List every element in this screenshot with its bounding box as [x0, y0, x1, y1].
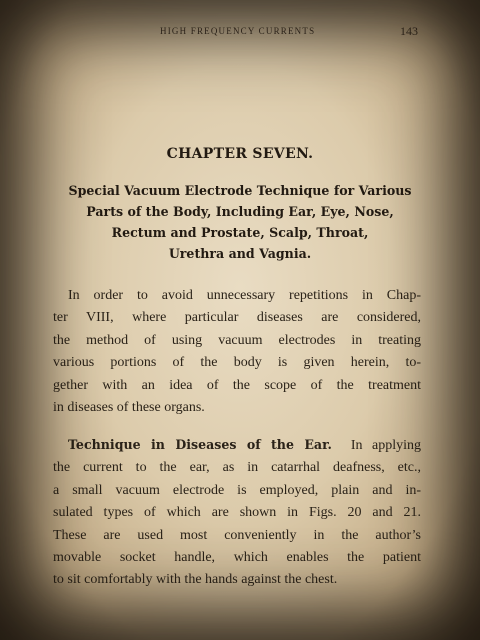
subtitle-line: Rectum and Prostate, Scalp, Throat, — [111, 225, 369, 240]
paragraph-line: the current to the ear, as in catarrhal deafness, etc., — [53, 460, 421, 476]
paragraph-line: gether with an idea of the scope of the treatment — [53, 377, 421, 393]
chapter-title: CHAPTER SEVEN. — [166, 146, 314, 162]
paragraph-line: in diseases of these organs. — [53, 400, 205, 416]
paragraph-line: movable socket handle, which enables the patient — [53, 550, 421, 566]
page-number: 143 — [400, 24, 418, 38]
paragraph-line: the method of using vacuum electrodes in treating — [53, 332, 421, 348]
paragraph-line: to sit comfortably with the hands against the chest. — [53, 572, 338, 588]
paragraph-first-line — [53, 434, 421, 457]
paragraph-ear-technique — [53, 434, 421, 592]
paragraph-line: These are used most conveniently in the author’s — [53, 527, 421, 543]
subtitle-line: Parts of the Body, Including Ear, Eye, Nose, — [86, 204, 394, 219]
subtitle-line: Urethra and Vagnia. — [168, 246, 312, 261]
subtitle-line: Special Vacuum Electrode Technique for Various — [68, 183, 412, 198]
paragraph-intro — [53, 285, 421, 419]
paragraph-line: a small vacuum electrode is employed, plain and in- — [53, 482, 421, 498]
section-heading: Technique in Diseases of the Ear. — [68, 437, 332, 452]
paragraph-line: In order to avoid unnecessary repetitions in Chap- — [68, 288, 421, 303]
paragraph-line: sulated types of which are shown in Figs. 20 and 21. — [53, 505, 421, 521]
paragraph-line: various portions of the body is given herein, to- — [53, 355, 421, 371]
chapter-subtitle — [40, 180, 440, 264]
running-head: HIGH FREQUENCY CURRENTS — [160, 26, 316, 36]
paragraph-line: ter VIII, where particular diseases are considered, — [53, 310, 421, 326]
paragraph-line-rest: In applying — [350, 438, 422, 453]
